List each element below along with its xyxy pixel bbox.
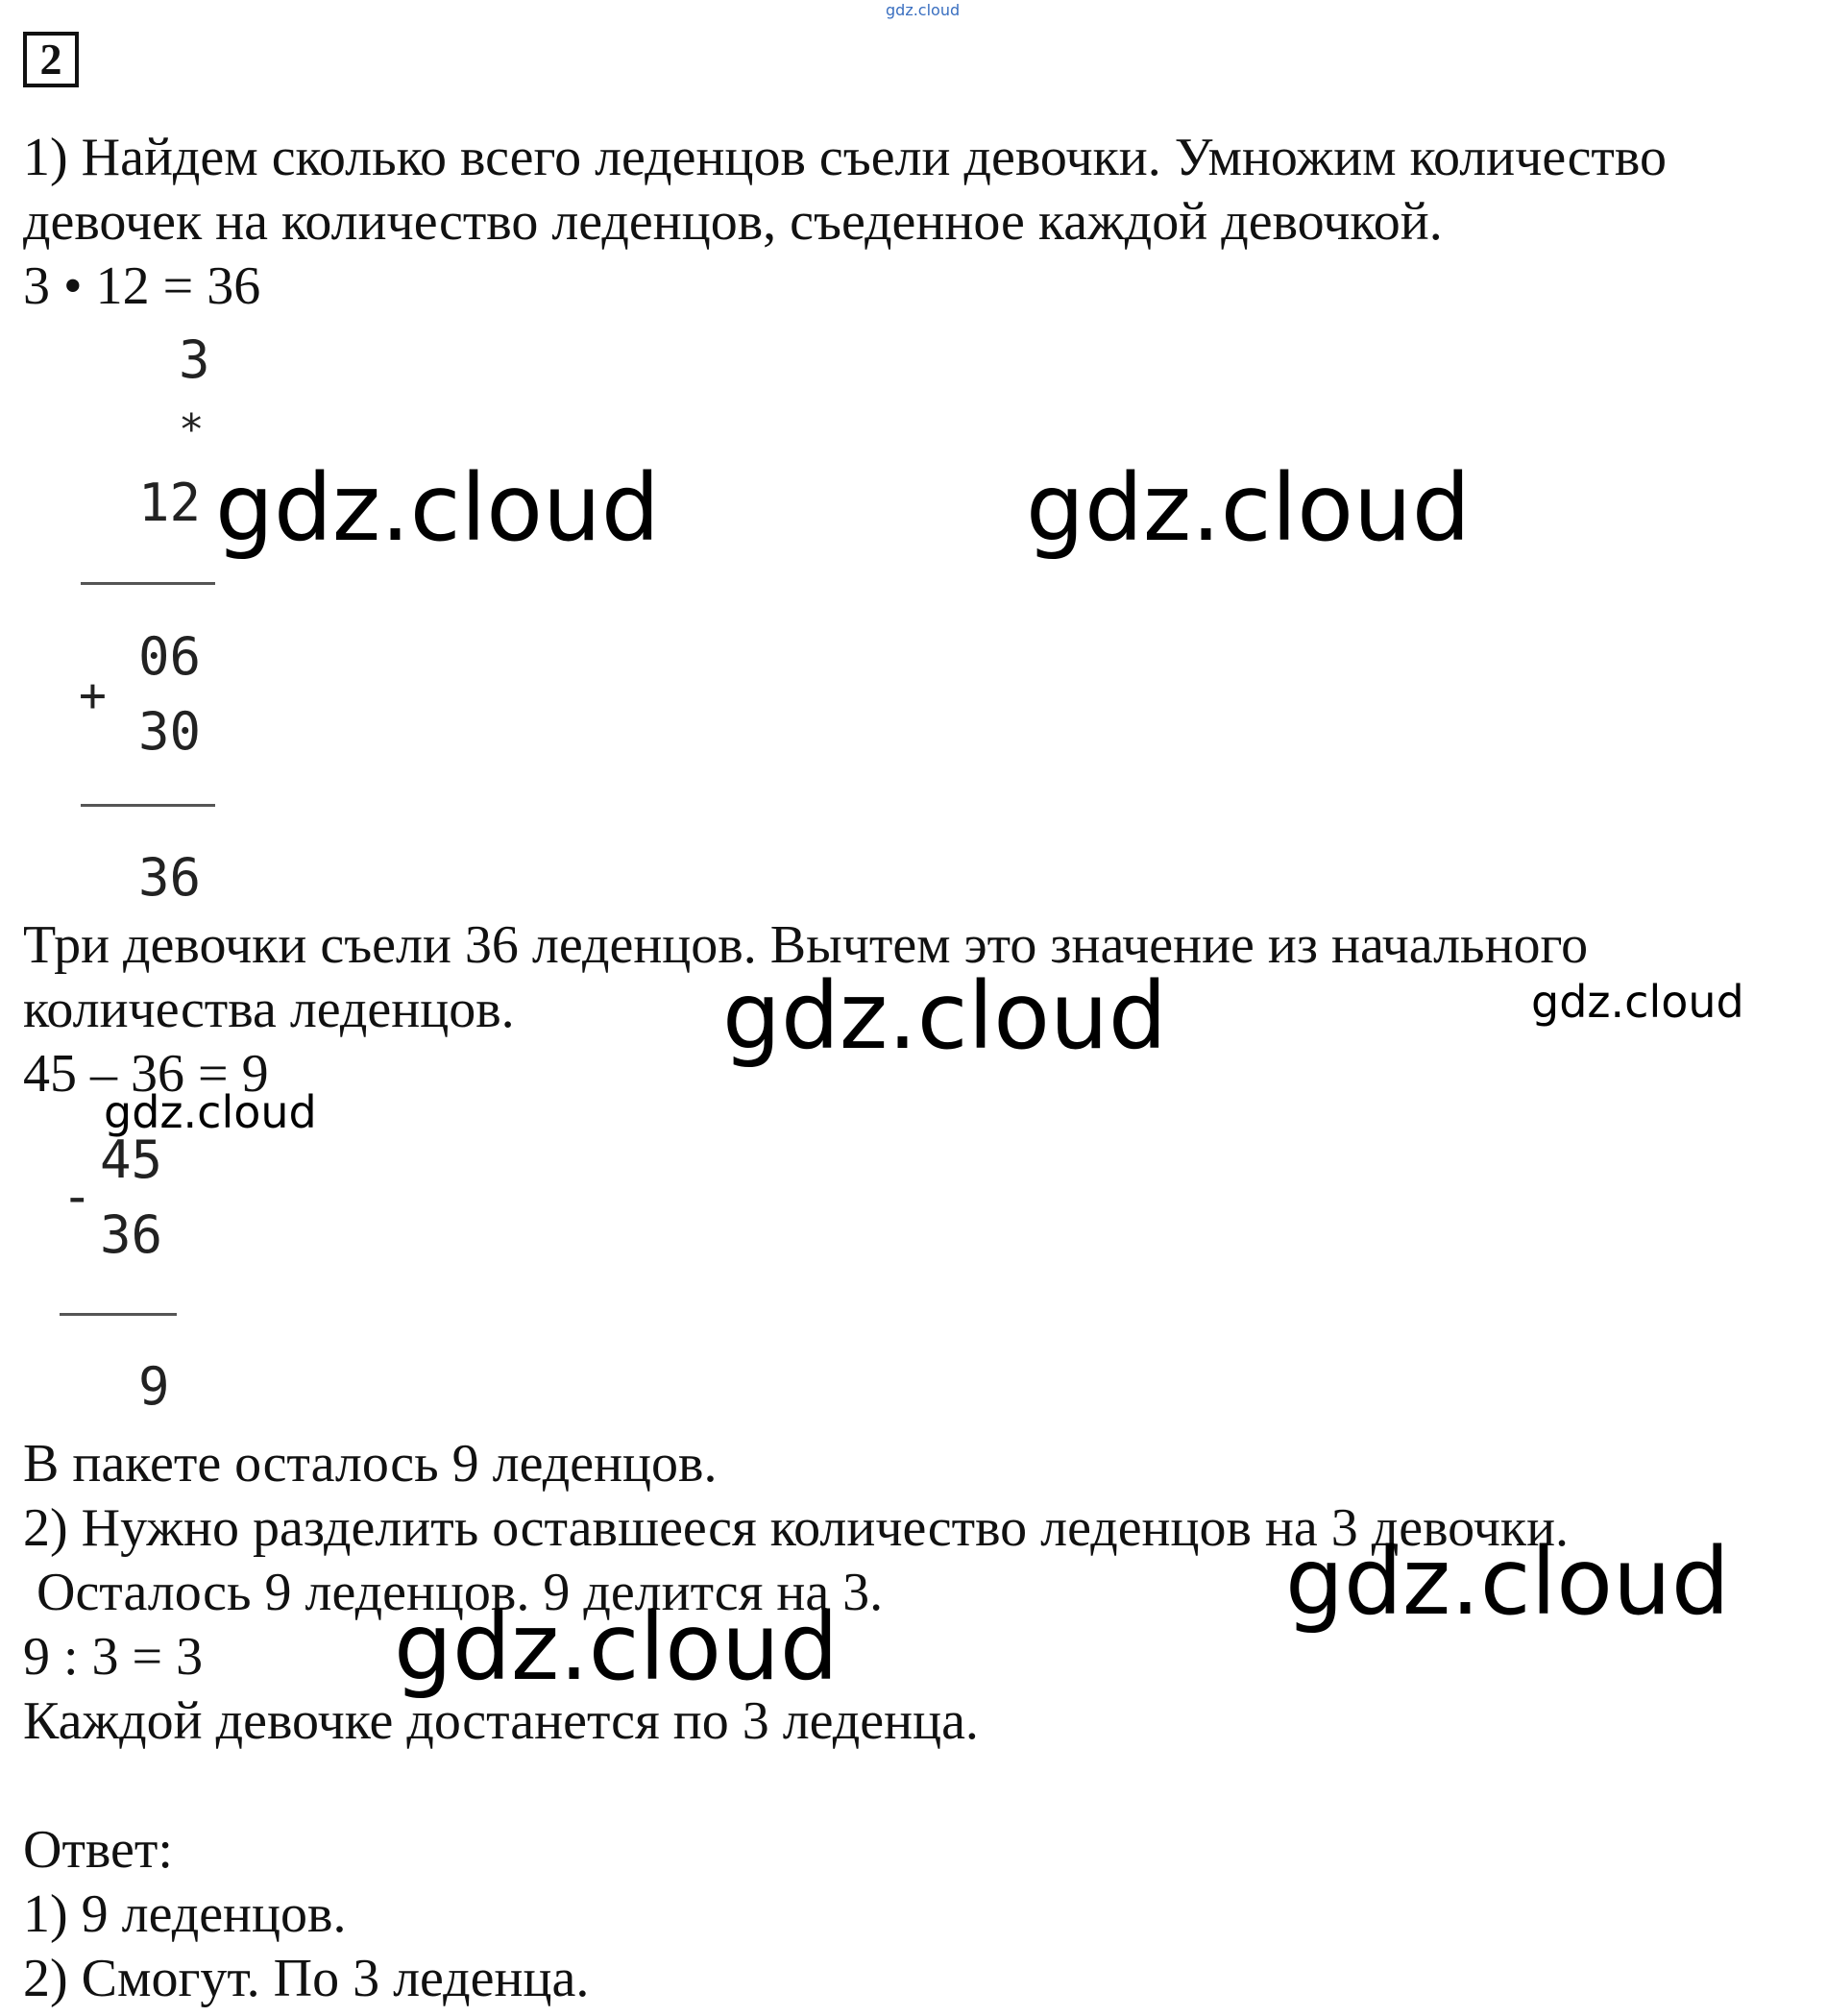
watermark-4: gdz.cloud [1531,976,1744,1028]
paragraph-5: Каждой девочке достанется по 3 леденца. [23,1691,979,1751]
mult-partial-2: 30 [138,701,202,762]
watermark-5: gdz.cloud [104,1086,317,1138]
mult-rule-1 [81,582,215,585]
paragraph-2-line-2: количества леденцов. [23,980,515,1039]
watermark-1: gdz.cloud [215,454,660,562]
mult-top-operand: 3 [179,329,210,390]
watermark-7: gdz.cloud [394,1593,839,1701]
sub-result: 9 [138,1356,170,1417]
mult-bottom-operand: 12 [138,473,202,533]
answer-item-1: 1) 9 леденцов. [23,1884,347,1944]
answer-label: Ответ: [23,1820,173,1880]
equation-subtraction: 45 – 36 = 9 [23,1044,269,1104]
equation-division: 9 : 3 = 3 [23,1627,204,1687]
mult-partial-1: 06 [138,626,202,687]
mult-operator: * [179,405,205,454]
sub-rule [60,1313,177,1316]
mult-plus-sign: + [79,668,107,722]
task-number-badge: 2 [23,32,79,87]
mult-rule-2 [81,804,215,807]
paragraph-1-line-1: 1) Найдем сколько всего леденцов съели девочки. Умножим количество [23,128,1667,187]
watermark-2: gdz.cloud [1026,454,1471,562]
paragraph-1-line-2: девочек на количество леденцов, съеденное каждой девочкой. [23,192,1443,252]
watermark-3: gdz.cloud [722,962,1167,1070]
watermark-top-small: gdz.cloud [886,1,961,19]
watermark-6: gdz.cloud [1285,1528,1730,1636]
sub-minus-sign: - [61,1166,93,1227]
answer-item-2: 2) Смогут. По 3 леденца. [23,1949,590,2008]
paragraph-4-line-2: Осталось 9 леденцов. 9 делится на 3. [23,1563,884,1622]
mult-result: 36 [138,847,202,908]
paragraph-3: В пакете осталось 9 леденцов. [23,1434,718,1494]
sub-minuend: 45 [100,1129,163,1190]
equation-multiplication: 3 • 12 = 36 [23,256,261,316]
paragraph-2-line-1: Три девочки съели 36 леденцов. Вычтем это значение из начального [23,915,1589,975]
sub-subtrahend: 36 [100,1204,163,1265]
paragraph-4-line-1: 2) Нужно разделить оставшееся количество леденцов на 3 девочки. [23,1498,1570,1558]
